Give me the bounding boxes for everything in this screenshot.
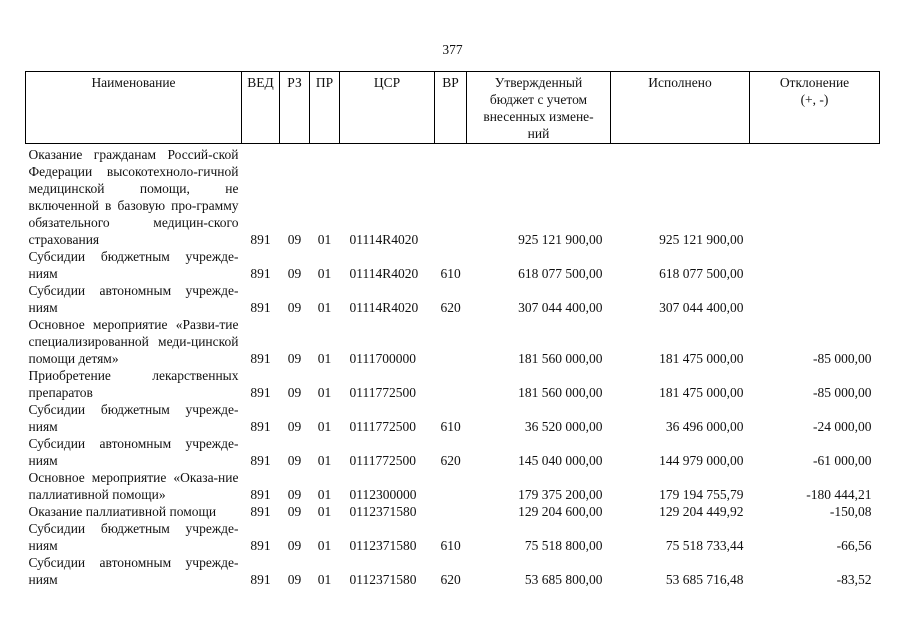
row-rz: 09: [287, 300, 302, 315]
row-vr: 610: [440, 419, 461, 434]
row-csr: 0111772500: [349, 385, 416, 400]
table-row: [26, 248, 880, 282]
row-executed: 618 077 500,00: [659, 266, 744, 281]
row-approved: 53 685 800,00: [524, 572, 603, 587]
row-executed: 144 979 000,00: [659, 453, 744, 468]
row-executed: 307 044 400,00: [659, 300, 744, 315]
row-ved: 891: [250, 504, 271, 519]
header-rz: РЗ: [280, 72, 310, 144]
row-deviation: -85 000,00: [813, 385, 872, 400]
table-row: [26, 435, 880, 469]
row-name: Субсидии автономным учрежде-ниям: [28, 555, 239, 587]
row-rz: 09: [287, 487, 302, 502]
table-row: [26, 554, 880, 588]
row-executed: 53 685 716,48: [665, 572, 744, 587]
row-vr: [435, 316, 467, 367]
row-deviation: -66,56: [836, 538, 872, 553]
row-approved: 181 560 000,00: [518, 385, 603, 400]
row-approved: 618 077 500,00: [518, 266, 603, 281]
row-deviation: -85 000,00: [813, 351, 872, 366]
header-vr: ВР: [435, 72, 467, 144]
row-name: Субсидии бюджетным учрежде-ниям: [28, 402, 239, 434]
row-executed: 181 475 000,00: [659, 351, 744, 366]
row-pr: 01: [317, 538, 332, 553]
row-name: Основное мероприятие «Оказа-ние паллиативной помощи»: [28, 470, 239, 502]
row-deviation: -150,08: [829, 504, 872, 519]
row-approved: 179 375 200,00: [518, 487, 603, 502]
header-csr: ЦСР: [340, 72, 435, 144]
row-pr: 01: [317, 453, 332, 468]
row-ved: 891: [250, 266, 271, 281]
row-ved: 891: [250, 538, 271, 553]
header-pr: ПР: [310, 72, 340, 144]
row-ved: 891: [250, 385, 271, 400]
row-name: Основное мероприятие «Разви-тие специализированной меди-цинской помощи детям»: [28, 317, 239, 366]
row-ved: 891: [250, 232, 271, 247]
row-csr: 0112371580: [349, 504, 417, 519]
row-pr: 01: [317, 351, 332, 366]
table-row: [26, 367, 880, 401]
table-row: [26, 401, 880, 435]
row-approved: 75 518 800,00: [524, 538, 603, 553]
row-executed: 925 121 900,00: [659, 232, 744, 247]
table-row: [26, 282, 880, 316]
row-executed: 75 518 733,44: [665, 538, 744, 553]
row-vr: 620: [440, 572, 461, 587]
row-deviation: -24 000,00: [813, 419, 872, 434]
row-ved: 891: [250, 487, 271, 502]
header-approved: Утвержденный бюджет с учетом внесенных измене-ний: [467, 72, 611, 144]
row-deviation: -61 000,00: [813, 453, 872, 468]
row-vr: 610: [440, 266, 461, 281]
row-executed: 129 204 449,92: [659, 504, 744, 519]
row-rz: 09: [287, 351, 302, 366]
row-name: Субсидии автономным учрежде-ниям: [28, 283, 239, 315]
row-vr: 620: [440, 453, 461, 468]
row-name: Оказание гражданам Россий-ской Федерации высокотехноло-гичной медицинской помощи, не включенной в базовую про-грамму обязательного медицин-ского страхования: [28, 147, 239, 247]
row-approved: 307 044 400,00: [518, 300, 603, 315]
header-executed: Исполнено: [611, 72, 750, 144]
row-rz: 09: [287, 232, 302, 247]
row-deviation: -180 444,21: [806, 487, 872, 502]
page-number: 377: [442, 42, 463, 57]
row-vr: 620: [440, 300, 461, 315]
row-pr: 01: [317, 232, 332, 247]
row-name: Субсидии бюджетным учрежде-ниям: [28, 249, 239, 281]
table-row: [26, 316, 880, 367]
row-ved: 891: [250, 419, 271, 434]
row-vr: [435, 469, 467, 503]
row-rz: 09: [287, 453, 302, 468]
row-approved: 36 520 000,00: [524, 419, 603, 434]
row-ved: 891: [250, 300, 271, 315]
row-csr: 0111772500: [349, 453, 416, 468]
row-deviation: [750, 146, 880, 248]
row-vr: 610: [440, 538, 461, 553]
table-header-row: [26, 72, 880, 144]
row-name: Субсидии бюджетным учрежде-ниям: [28, 521, 239, 553]
row-executed: 181 475 000,00: [659, 385, 744, 400]
row-csr: 0111700000: [349, 351, 416, 366]
table-row: [26, 503, 880, 520]
row-approved: 181 560 000,00: [518, 351, 603, 366]
row-ved: 891: [250, 453, 271, 468]
row-csr: 0112371580: [349, 572, 417, 587]
row-rz: 09: [287, 419, 302, 434]
row-pr: 01: [317, 385, 332, 400]
header-ved: ВЕД: [242, 72, 280, 144]
table-row: [26, 520, 880, 554]
row-name: Субсидии автономным учрежде-ниям: [28, 436, 239, 468]
row-pr: 01: [317, 504, 332, 519]
row-vr: [435, 367, 467, 401]
table-row: [26, 146, 880, 248]
row-ved: 891: [250, 572, 271, 587]
row-name: Приобретение лекарственных препаратов: [28, 368, 239, 400]
header-deviation: Отклонение (+, -): [750, 72, 880, 144]
row-pr: 01: [317, 487, 332, 502]
row-csr: 01114R4020: [349, 266, 419, 281]
row-name: Оказание паллиативной помощи: [28, 504, 217, 519]
header-name: Наименование: [26, 72, 242, 144]
row-vr: [435, 503, 467, 520]
row-rz: 09: [287, 572, 302, 587]
row-approved: 145 040 000,00: [518, 453, 603, 468]
row-rz: 09: [287, 538, 302, 553]
row-approved: 925 121 900,00: [518, 232, 603, 247]
row-executed: 36 496 000,00: [665, 419, 744, 434]
row-executed: 179 194 755,79: [659, 487, 744, 502]
row-csr: 01114R4020: [349, 232, 419, 247]
row-deviation: [750, 282, 880, 316]
budget-execution-table: [25, 71, 880, 588]
row-csr: 01114R4020: [349, 300, 419, 315]
row-rz: 09: [287, 266, 302, 281]
row-vr: [435, 146, 467, 248]
row-deviation: [750, 248, 880, 282]
row-rz: 09: [287, 385, 302, 400]
row-pr: 01: [317, 300, 332, 315]
row-csr: 0112300000: [349, 487, 417, 502]
row-pr: 01: [317, 572, 332, 587]
row-pr: 01: [317, 266, 332, 281]
table-row: [26, 469, 880, 503]
row-rz: 09: [287, 504, 302, 519]
row-approved: 129 204 600,00: [518, 504, 603, 519]
row-ved: 891: [250, 351, 271, 366]
table-body: [26, 144, 880, 589]
row-csr: 0112371580: [349, 538, 417, 553]
row-pr: 01: [317, 419, 332, 434]
row-csr: 0111772500: [349, 419, 416, 434]
row-deviation: -83,52: [836, 572, 872, 587]
